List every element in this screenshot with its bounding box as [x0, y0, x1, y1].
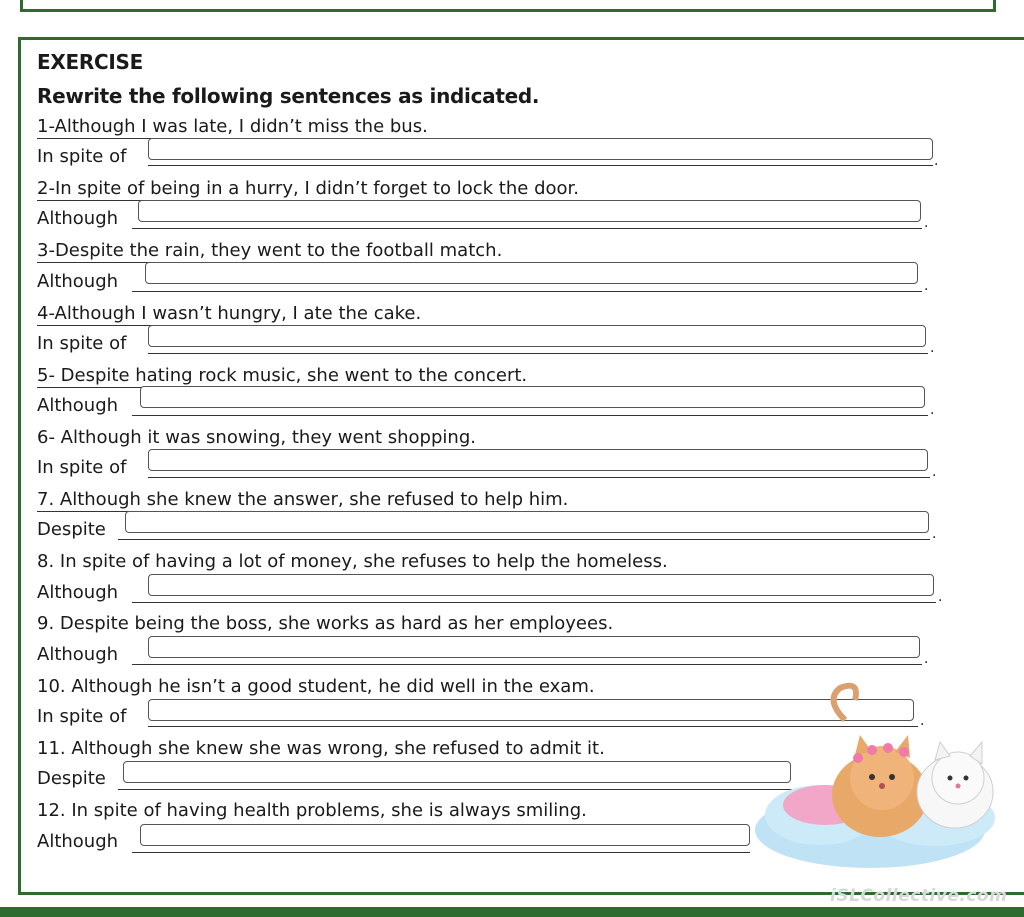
answer-field[interactable] [140, 824, 750, 846]
flower [883, 743, 893, 753]
exercise-title: EXERCISE [37, 50, 143, 74]
answer-field[interactable] [125, 511, 929, 533]
kitten-nose [956, 784, 961, 789]
answer-underline [132, 228, 922, 229]
prompt-label: Although [37, 395, 119, 416]
sentence-period: . [932, 464, 937, 480]
answer-underline [148, 477, 930, 478]
answer-underline [118, 539, 930, 540]
kitten-eye [964, 776, 969, 781]
answer-field[interactable] [148, 449, 928, 471]
sentence: 2-In spite of being in a hurry, I didn’t forget to lock the door. [37, 178, 583, 201]
cat-eye [869, 774, 875, 780]
prompt-label: In spite of [37, 457, 127, 478]
answer-underline [132, 852, 750, 853]
sentence-period: . [920, 713, 925, 729]
sentence: 8. In spite of having a lot of money, she refuses to help the homeless. [37, 551, 668, 572]
answer-underline [148, 353, 928, 354]
sentence: 11. Although she knew she was wrong, she refused to admit it. [37, 738, 605, 759]
sentence: 5- Despite hating rock music, she went to the concert. [37, 365, 531, 388]
answer-underline [132, 664, 922, 665]
answer-underline [118, 789, 792, 790]
flower [853, 753, 863, 763]
prompt-label: Although [37, 644, 119, 665]
sentence: 1-Although I was late, I didn’t miss the bus. [37, 116, 432, 139]
prompt-label: In spite of [37, 146, 127, 167]
answer-field[interactable] [148, 325, 926, 347]
sentence-period: . [924, 278, 929, 294]
sentence-period: . [938, 589, 943, 605]
sentence-period: . [924, 215, 929, 231]
prompt-label: In spite of [37, 333, 127, 354]
flower [867, 745, 877, 755]
cat-eye [889, 774, 895, 780]
bottom-border [0, 907, 1024, 917]
sentence: 4-Although I wasn’t hungry, I ate the cake. [37, 303, 425, 326]
instruction: Rewrite the following sentences as indicated. [37, 84, 540, 108]
prompt-label: Although [37, 831, 119, 852]
answer-field[interactable] [140, 386, 925, 408]
answer-field[interactable] [138, 200, 921, 222]
prompt-label: In spite of [37, 706, 127, 727]
sentence: 7. Although she knew the answer, she refused to help him. [37, 489, 572, 512]
top-frame [20, 0, 996, 12]
answer-field[interactable] [148, 636, 920, 658]
sentence: 10. Although he isn’t a good student, he did well in the exam. [37, 676, 595, 697]
sentence-period: . [932, 526, 937, 542]
prompt-label: Although [37, 271, 119, 292]
watermark: iSLCollective.com [830, 886, 1008, 906]
answer-field[interactable] [148, 574, 934, 596]
sentence-period: . [924, 651, 929, 667]
sentence-period: . [934, 153, 939, 169]
answer-underline [132, 291, 922, 292]
answer-field[interactable] [148, 138, 933, 160]
answer-underline [132, 602, 936, 603]
prompt-label: Although [37, 208, 119, 229]
prompt-label: Although [37, 582, 119, 603]
flower [899, 747, 909, 757]
sentence: 12. In spite of having health problems, she is always smiling. [37, 800, 587, 821]
cat-nose [879, 783, 885, 789]
answer-field[interactable] [123, 761, 791, 783]
answer-underline [148, 165, 933, 166]
kitten-eye [948, 776, 953, 781]
answer-field[interactable] [145, 262, 918, 284]
sentence: 9. Despite being the boss, she works as hard as her employees. [37, 613, 614, 634]
prompt-label: Despite [37, 519, 106, 540]
cat-tail [834, 686, 856, 720]
sentence: 6- Although it was snowing, they went shopping. [37, 427, 476, 448]
prompt-label: Despite [37, 768, 106, 789]
sentence-period: . [930, 402, 935, 418]
cat-illustration [750, 680, 1010, 880]
sentence-period: . [930, 340, 935, 356]
answer-underline [132, 415, 928, 416]
sentence: 3-Despite the rain, they went to the football match. [37, 240, 506, 263]
